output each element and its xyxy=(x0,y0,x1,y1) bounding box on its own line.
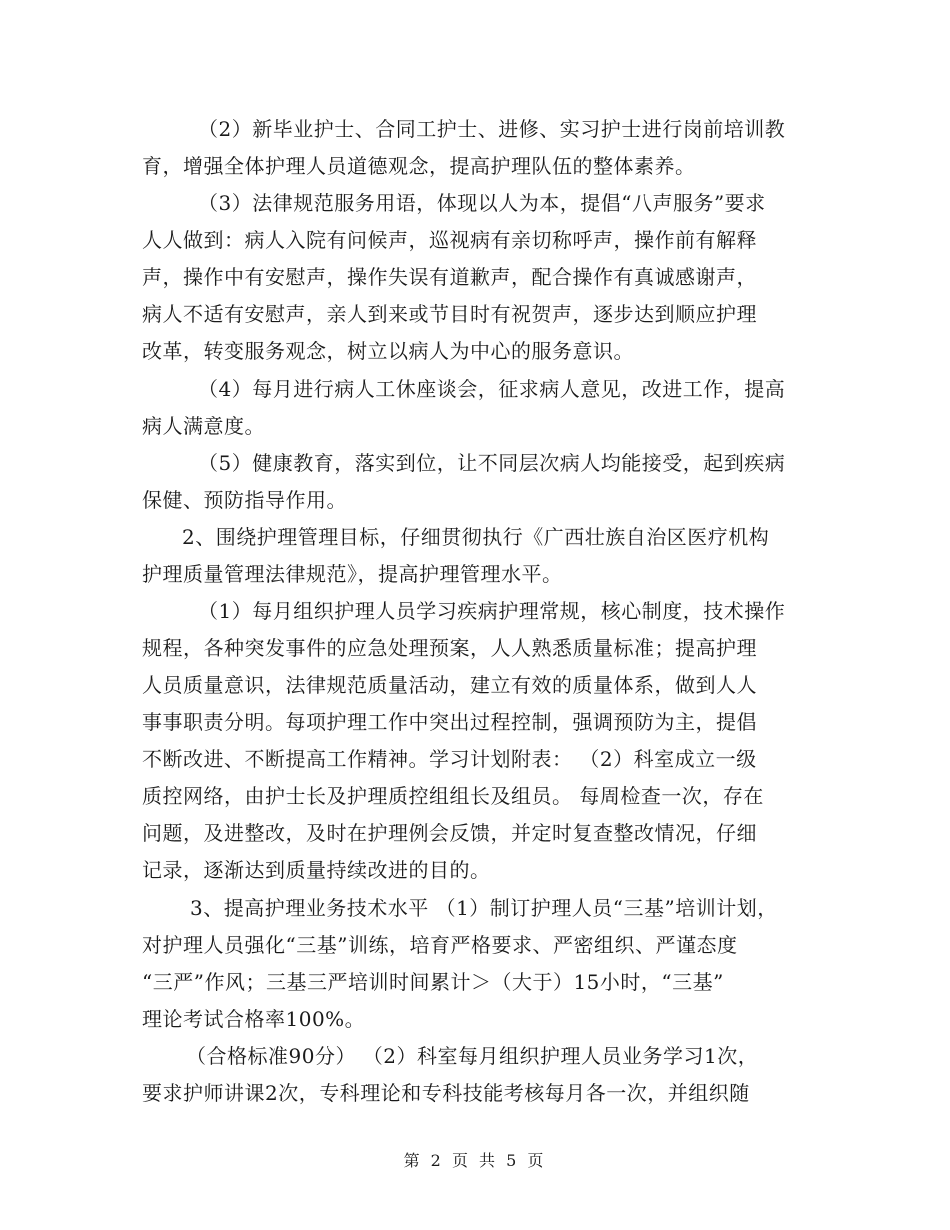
paragraph-line: 病人不适有安慰声，亲人到来或节目时有祝贺声，逐步达到顺应护理 xyxy=(142,302,757,326)
paragraph-line: 保健、预防指导作用。 xyxy=(142,488,347,512)
page-number-footer: 第 2 页 共 5 页 xyxy=(403,1151,547,1170)
paragraph-line: 问题，及进整改，及时在护理例会反馈，并定时复查整改情况，仔细 xyxy=(142,821,757,845)
paragraph-line: 不断改进、不断提高工作精神。学习计划附表： （2）科室成立一级 xyxy=(142,747,757,771)
paragraph-line: 护理质量管理法律规范》，提高护理管理水平。 xyxy=(142,562,563,586)
paragraph-line: （合格标准90分） （2）科室每月组织护理人员业务学习1次， xyxy=(186,1044,759,1068)
paragraph-line: “三严”作风；三基三严培训时间累计＞（大于）15小时，“三基” xyxy=(142,970,724,994)
paragraph-line: 病人满意度。 xyxy=(142,414,265,438)
paragraph-line: 事事职责分明。每项护理工作中突出过程控制，强调预防为主，提倡 xyxy=(142,710,757,734)
paragraph-line: （3）法律规范服务用语，体现以人为本，提倡“八声服务”要求 xyxy=(198,191,766,215)
paragraph-line: （5）健康教育，落实到位，让不同层次病人均能接受，起到疾病 xyxy=(198,451,786,475)
paragraph-line: 改革，转变服务观念，树立以病人为中心的服务意识。 xyxy=(142,339,634,363)
paragraph-line: 人员质量意识，法律规范质量活动，建立有效的质量体系，做到人人 xyxy=(142,673,757,697)
paragraph-line: 规程，各种突发事件的应急处理预案，人人熟悉质量标准；提高护理 xyxy=(142,636,757,660)
paragraph-line: 要求护师讲课2次，专科理论和专科技能考核每月各一次，并组织随 xyxy=(142,1081,750,1105)
paragraph-line: 2、围绕护理管理目标，仔细贯彻执行《广西壮族自治区医疗机构 xyxy=(182,525,770,549)
paragraph-line: 理论考试合格率100%。 xyxy=(142,1007,366,1031)
paragraph-line: 育，增强全体护理人员道德观念，提高护理队伍的整体素养。 xyxy=(142,154,696,178)
paragraph-line: 质控网络，由护士长及护理质控组组长及组员。 每周检查一次，存在 xyxy=(142,784,764,808)
paragraph-line: 对护理人员强化“三基”训练，培育严格要求、严密组织、严谨态度 xyxy=(142,933,738,957)
paragraph-line: 3、提高护理业务技术水平 （1）制订护理人员“三基”培训计划， xyxy=(190,896,778,920)
paragraph-line: 人人做到：病人入院有问候声，巡视病有亲切称呼声，操作前有解释 xyxy=(142,228,757,252)
paragraph-line: （4）每月进行病人工休座谈会，征求病人意见，改进工作，提高 xyxy=(198,377,786,401)
paragraph-line: 记录，逐渐达到质量持续改进的目的。 xyxy=(142,858,491,882)
paragraph-line: （1）每月组织护理人员学习疾病护理常规，核心制度，技术操作 xyxy=(198,599,786,623)
paragraph-line: 声，操作中有安慰声，操作失误有道歉声，配合操作有真诚感谢声， xyxy=(142,265,757,289)
paragraph-line: （2）新毕业护士、合同工护士、进修、实习护士进行岗前培训教 xyxy=(198,117,786,141)
